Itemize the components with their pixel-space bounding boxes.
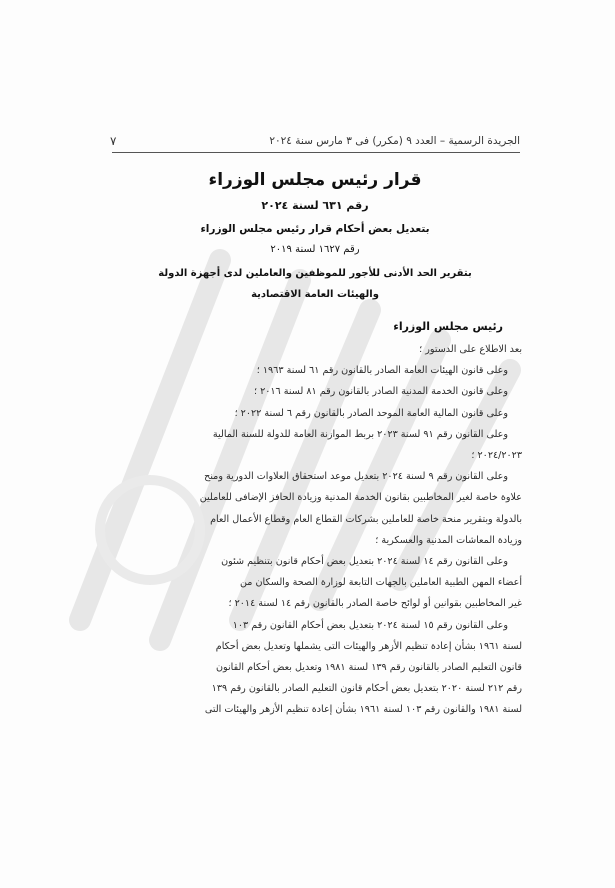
body-line: وعلى القانون رقم ٩١ لسنة ٢٠٢٣ بربط الموازنة العامة للدولة للسنة المالية — [212, 428, 508, 440]
decree-title: قرار رئيس مجلس الوزراء — [208, 170, 422, 190]
gazette-header — [110, 131, 520, 151]
body-line: وعلى قانون الخدمة المدنية الصادر بالقانون رقم ٨١ لسنة ٢٠١٦ ؛ — [253, 386, 508, 398]
page-number: ٧ — [110, 134, 117, 148]
body-line: وعلى قانون المالية العامة الموحد الصادر بالقانون رقم ٦ لسنة ٢٠٢٢ ؛ — [234, 407, 508, 419]
body-line: بالدولة وبتقرير منحة خاصة للعاملين بشركات القطاع العام وقطاع الأعمال العام — [210, 513, 522, 525]
body-line: رقم ٢١٢ لسنة ٢٠٢٠ بتعديل بعض أحكام قانون التعليم الصادر بالقانون رقم ١٣٩ — [211, 683, 522, 695]
decree-number: رقم ٦٣١ لسنة ٢٠٢٤ — [261, 199, 369, 212]
body-line: وعلى قانون الهيئات العامة الصادر بالقانون رقم ٦١ لسنة ١٩٦٣ ؛ — [256, 365, 508, 377]
body-line: قانون التعليم الصادر بالقانون رقم ١٣٩ لسنة ١٩٨١ وتعديل بعض أحكام القانون — [216, 662, 522, 674]
gazette-issue: الجريدة الرسمية – العدد ٩ (مكرر) فى ٣ مارس سنة ٢٠٢٤ — [269, 135, 520, 147]
body-line: وعلى القانون رقم ١٥ لسنة ٢٠٢٤ بتعديل بعض أحكام القانون رقم ١٠٣ — [232, 619, 508, 631]
reference-number: رقم ١٦٢٧ لسنة ٢٠١٩ — [270, 244, 360, 255]
reference-description-line-1: بتقرير الحد الأدنى للأجور للموظفين والعاملين لدى أجهزة الدولة — [158, 268, 472, 279]
body-line: علاوة خاصة لغير المخاطبين بقانون الخدمة المدنية وزيادة الحافز الإضافى للعاملين — [199, 492, 522, 504]
body-line: وعلى القانون رقم ٩ لسنة ٢٠٢٤ بتعديل موعد استحقاق العلاوات الدورية ومنح — [204, 471, 508, 483]
body-line: أعضاء المهن الطبية العاملين بالجهات التابعة لوزارة الصحة والسكان من — [240, 577, 522, 589]
body-line: لسنة ١٩٨١ والقانون رقم ١٠٣ لسنة ١٩٦١ بشأن إعادة تنظيم الأزهر والهيئات التى — [204, 704, 522, 716]
body-line: وعلى القانون رقم ١٤ لسنة ٢٠٢٤ بتعديل بعض أحكام قانون بتنظيم شئون — [221, 556, 508, 568]
body-line: غير المخاطبين بقوانين أو لوائح خاصة الصادر بالقانون رقم ١٤ لسنة ٢٠١٤ ؛ — [228, 598, 522, 610]
body-line: لسنة ١٩٦١ بشأن إعادة تنظيم الأزهر والهيئات التى يشملها وتعديل بعض أحكام — [215, 640, 522, 652]
body-line: وزيادة المعاشات المدنية والعسكرية ؛ — [375, 534, 522, 546]
body-line: ٢٠٢٤/٢٠٢٣ ؛ — [471, 450, 522, 462]
decree-subject: بتعديل بعض أحكام قرار رئيس مجلس الوزراء — [200, 223, 430, 235]
section-heading: رئيس مجلس الوزراء — [393, 320, 503, 333]
body-line: بعد الاطلاع على الدستور ؛ — [419, 344, 522, 355]
header-divider — [112, 152, 520, 153]
body-text — [112, 339, 522, 721]
reference-description-line-2: والهيئات العامة الاقتصادية — [251, 289, 379, 300]
